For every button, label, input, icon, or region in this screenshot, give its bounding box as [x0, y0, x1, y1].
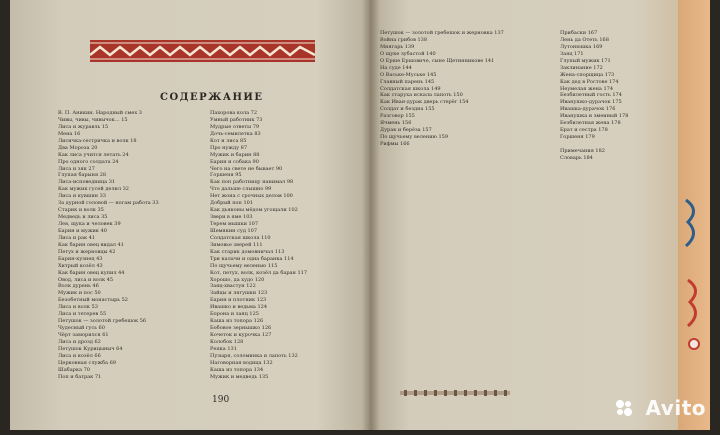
- contents-entry: Главный парень 145: [380, 78, 435, 85]
- contents-entry: Безбилетная жена 178: [560, 120, 621, 127]
- page-number: 190: [212, 395, 230, 405]
- contents-entry: Лиса и кувшин 33: [58, 193, 106, 200]
- contents-entry: Лев, щука и человек 39: [58, 221, 121, 227]
- contents-entry: Церковная служба 69: [58, 359, 116, 366]
- contents-entry: Мужик и пос 50: [58, 290, 101, 297]
- contents-entry: Словарь 184: [560, 154, 593, 161]
- contents-column-4: [560, 30, 628, 162]
- contents-entry: Овод, лиса и волк 45: [58, 276, 114, 283]
- contents-entry: Лиса и тетерев 55: [58, 311, 107, 318]
- contents-entry: Нет жона с срочных делом 100: [210, 193, 293, 200]
- contents-entry: Лисичка-сестричка и волк 18: [58, 137, 137, 144]
- contents-entry: Как лиса учится летать 24: [58, 151, 129, 158]
- contents-entry: Мена 16: [58, 130, 81, 137]
- contents-entry: Мужик и барин 88: [210, 151, 260, 158]
- contents-entry: Барин и плотник 123: [210, 297, 267, 304]
- contents-entry: Колобок 128: [210, 338, 244, 345]
- contents-entry: Барин и собака 90: [210, 158, 259, 165]
- contents-entry: Дурак и берёза 157: [380, 127, 432, 134]
- book-spine-shadow: [362, 0, 380, 430]
- contents-entry: Лиса и дрозд 62: [58, 338, 101, 345]
- contents-entry: Хорошо, да худо 120: [210, 276, 265, 283]
- right-page: [370, 0, 698, 430]
- contents-entry: Три калачи и одна баранка 114: [210, 255, 294, 262]
- contents-entry: Дочь-семилетка 83: [210, 130, 261, 137]
- contents-entry: Шабарка 70: [58, 366, 90, 373]
- cover-ornament: [682, 160, 704, 360]
- contents-entry: Волк дурень 46: [58, 283, 99, 290]
- contents-entry: Глупый мужик 171: [560, 57, 611, 64]
- contents-entry: Чудесный гусь 60: [58, 325, 105, 332]
- contents-entry: Петушок — золотой гребешок и жерновка 137: [380, 30, 504, 36]
- contents-entry: Барин-кузнец 43: [58, 255, 103, 262]
- contents-entry: Безобетный монастырь 52: [58, 297, 128, 304]
- contents-entry: О Ерше Ершовиче, сыне Щетинникове 141: [380, 57, 495, 64]
- contents-column-1: [58, 110, 159, 381]
- contents-entry: Хитрый козёл 43: [58, 262, 103, 269]
- contents-entry: Как Иван-дурак дверь стерёг 154: [380, 99, 469, 106]
- contents-entry: Зимовье зверей 111: [210, 241, 263, 248]
- contents-entry: Мнягарь 139: [380, 43, 415, 50]
- contents-entry: Солдат и бездна 155: [380, 106, 435, 113]
- contents-entry: Лень да Отеть 168: [560, 36, 609, 43]
- contents-entry: Петушок — золотой гребешок 56: [58, 318, 147, 325]
- contents-entry: Как барин овец видал 41: [58, 241, 124, 248]
- contents-entry: Примечания 182: [560, 147, 605, 154]
- contents-entry: Пузыря, соломинка и лапоть 132: [210, 352, 298, 359]
- contents-entry: Как поп работницу нанимал 98: [210, 179, 294, 186]
- contents-entry: По щучьему веленью 115: [210, 262, 278, 269]
- contents-entry: Разговор 155: [380, 113, 415, 120]
- contents-entry: Медведь и лиса 35: [58, 214, 108, 221]
- contents-entry: Репка 131: [210, 345, 237, 352]
- contents-entry: Звери в яме 103: [210, 214, 253, 221]
- contents-entry: Прибаски 167: [560, 30, 598, 36]
- footer-ornament: [400, 388, 510, 398]
- contents-entry: Бобовое зернышко 126: [210, 325, 272, 332]
- contents-entry: Лутонюшка 169: [560, 43, 603, 50]
- contents-entry: Старик и волк 35: [58, 207, 104, 214]
- open-book: [10, 0, 700, 430]
- contents-entry: Мужик и медведь 135: [210, 373, 269, 380]
- contents-entry: Ивашко и ведьма 124: [210, 304, 268, 311]
- contents-entry: Про нужду 87: [210, 144, 248, 151]
- contents-entry: Чивы, чивы, чивычок… 15: [58, 116, 128, 123]
- contents-entry: В. П. Аникин. Народный смех 3: [58, 110, 142, 116]
- contents-entry: Чёрт заморился 61: [58, 332, 109, 338]
- contents-entry: О Ваське-Муське 145: [380, 71, 437, 78]
- contents-entry: Неумелая жена 174: [560, 85, 614, 92]
- contents-entry: Терем мышки 107: [210, 221, 259, 227]
- contents-column-3: [380, 30, 504, 148]
- contents-entry: Что дальше слышно 99: [210, 186, 272, 193]
- contents-entry: Барин и мужик 40: [58, 227, 107, 234]
- contents-entry: Иванушко-дурачок 175: [560, 99, 622, 106]
- contents-entry: Лиса и зяк 27: [58, 165, 95, 172]
- contents-entry: Лиса и рак 41: [58, 234, 96, 241]
- contents-entry: Каша из топора 134: [210, 366, 264, 373]
- contents-entry: На суде 144: [380, 64, 412, 71]
- contents-entry: Рифмы 166: [380, 141, 410, 147]
- contents-entry: Безбилетный гость 174: [560, 92, 622, 99]
- contents-entry: Про одного солдата 24: [58, 158, 119, 165]
- contents-entry: Поп и батрак 71: [58, 373, 102, 380]
- contents-entry: Как мужик гусей делил 32: [58, 186, 129, 193]
- contents-entry: Ивашка-дурачок 176: [560, 106, 616, 113]
- contents-entry: Лиса и козёл 66: [58, 352, 101, 359]
- contents-entry: Иванушка и змеиный 178: [560, 113, 629, 120]
- contents-entry: Как барин овец купил 44: [58, 269, 125, 276]
- contents-entry: Как дьяконы мёдом угощали 102: [210, 207, 298, 214]
- contents-entry: Как старик домовничал 113: [210, 248, 285, 255]
- contents-entry: Лиса и журавль 15: [58, 123, 109, 130]
- contents-entry: Горшеня 95: [210, 172, 242, 179]
- contents-entry: Шемякин суд 107: [210, 227, 258, 234]
- contents-entry: Чего на свете не бывает 90: [210, 165, 283, 172]
- contents-entry: [560, 141, 628, 148]
- contents-entry: За дурной головой — ногам работа 33: [58, 200, 159, 207]
- contents-entry: Лиса и волк 53: [58, 304, 98, 311]
- watermark-text: Avito: [645, 395, 706, 420]
- contents-entry: По щучьему велению 159: [380, 134, 449, 141]
- contents-entry: Война грибов 138: [380, 36, 428, 43]
- contents-entry: Петух и жерновцы 42: [58, 248, 116, 255]
- contents-entry: Умный работник 73: [210, 116, 263, 123]
- watermark: [614, 394, 706, 420]
- contents-entry: Петушок Курицыныч 64: [58, 345, 123, 352]
- contents-entry: Как дед в Ростове 174: [560, 78, 619, 85]
- contents-entry: Как старуха искала лапоть 150: [380, 92, 463, 99]
- contents-entry: Солдатская школа 149: [380, 85, 441, 92]
- contents-entry: О щуке зубастой 140: [380, 50, 436, 57]
- contents-entry: Заяц 171: [560, 50, 584, 57]
- contents-entry: Зайцы и лягушки 123: [210, 290, 268, 297]
- contents-entry: Кот и лиса 85: [210, 137, 247, 144]
- avito-logo-icon: [614, 398, 634, 418]
- contents-entry: Лиса-исповедница 31: [58, 179, 116, 186]
- contents-entry: Горшеня 179: [560, 134, 595, 141]
- contents-entry: Мудрые ответы 79: [210, 123, 260, 130]
- contents-entry: Заяц-хвастун 122: [210, 283, 256, 290]
- contents-entry: Ячмень 156: [380, 120, 412, 127]
- contents-entry: Кот, петух, волк, козёл да баран 117: [210, 269, 308, 276]
- decorative-border-ornament: [90, 40, 315, 62]
- contents-entry: Заклинание 172: [560, 64, 603, 71]
- contents-entry: Каша из топора 126: [210, 318, 264, 325]
- contents-entry: Пахорова кола 72: [210, 110, 258, 116]
- left-page: [10, 0, 370, 430]
- contents-entry: Глупая барыня 28: [58, 172, 107, 179]
- contents-entry: Наговорная водица 132: [210, 359, 273, 366]
- contents-entry: Солдатская школа 110: [210, 234, 271, 241]
- contents-entry: Брат и сестра 178: [560, 127, 608, 134]
- contents-entry: Кочеток и курочка 127: [210, 332, 272, 338]
- contents-entry: Добрый поп 101: [210, 200, 253, 207]
- contents-entry: Борона и заяц 125: [210, 311, 259, 318]
- contents-entry: Жена-спорщица 173: [560, 71, 615, 78]
- contents-entry: Два Мороза 20: [58, 144, 98, 151]
- contents-heading: СОДЕРЖАНИЕ: [160, 92, 264, 103]
- contents-column-2: [210, 110, 307, 381]
